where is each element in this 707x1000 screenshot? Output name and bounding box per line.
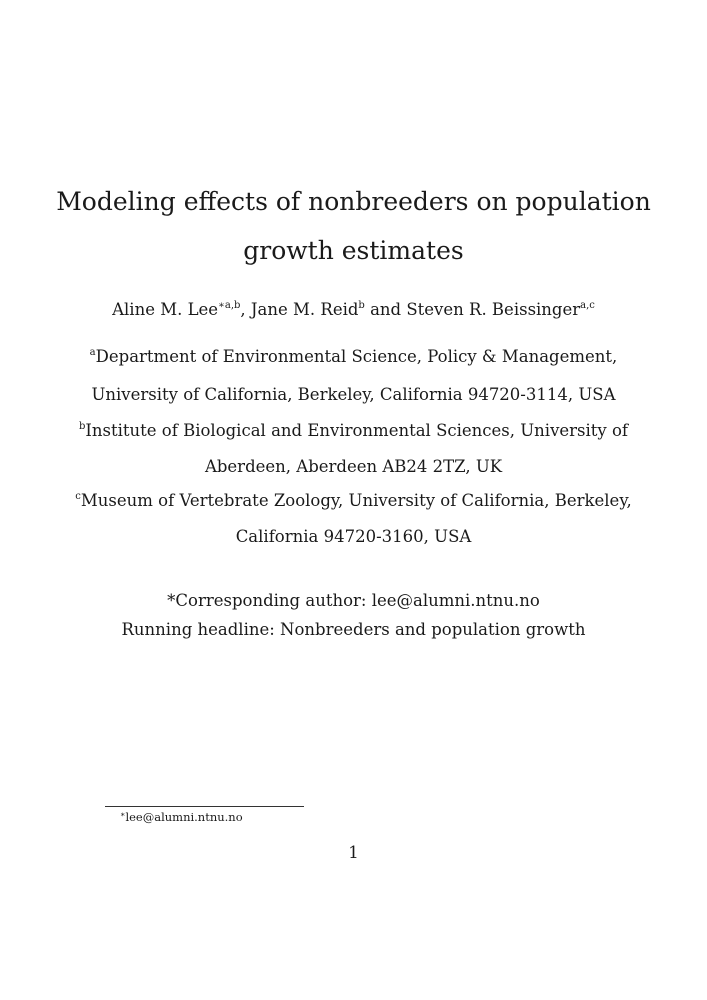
running-headline: Running headline: Nonbreeders and population growth (121, 620, 586, 639)
footnote-rule (105, 806, 304, 807)
paper-title-line-1: Modeling effects of nonbreeders on population (56, 187, 651, 216)
author-affiliation-marks: ∗a,b (218, 300, 241, 311)
author-name: Steven R. Beissinger (406, 300, 581, 319)
author-affiliation-marks: b (358, 300, 365, 311)
footnote-mark: ∗ (120, 810, 126, 819)
affiliation-mark: a (89, 347, 96, 358)
affiliation-a-line-1: $^a$Department of Environmental Science, Policy & Management, (89, 347, 618, 366)
affiliation-mark: c (75, 491, 81, 502)
footnote-text: lee@alumni.ntnu.no (125, 810, 243, 824)
affiliation-b-line-1: $^b$Institute of Biological and Environmental Sciences, University of (78, 421, 629, 440)
author-name: Aline M. Lee (112, 300, 219, 319)
page-number: 1 (348, 843, 359, 862)
author-name: Jane M. Reid (250, 300, 359, 319)
author-separator: and (364, 300, 407, 319)
affiliation-a-line-2: University of California, Berkeley, California 94720-3114, USA (91, 385, 616, 404)
affiliation-mark: b (78, 421, 86, 432)
footnote (120, 810, 243, 824)
author-list (0, 300, 707, 319)
affiliation-b-line-2: Aberdeen, Aberdeen AB24 2TZ, UK (204, 457, 503, 476)
corresponding-author: *Corresponding author: lee@alumni.ntnu.no (167, 591, 540, 610)
author-separator: , (240, 300, 251, 319)
affiliation-c-line-1: $^c$Museum of Vertebrate Zoology, University of California, Berkeley, (75, 491, 632, 510)
author-affiliation-marks: a,c (580, 300, 595, 311)
affiliation-c-line-2: California 94720-3160, USA (235, 527, 472, 546)
paper-title-line-2: growth estimates (243, 236, 464, 265)
